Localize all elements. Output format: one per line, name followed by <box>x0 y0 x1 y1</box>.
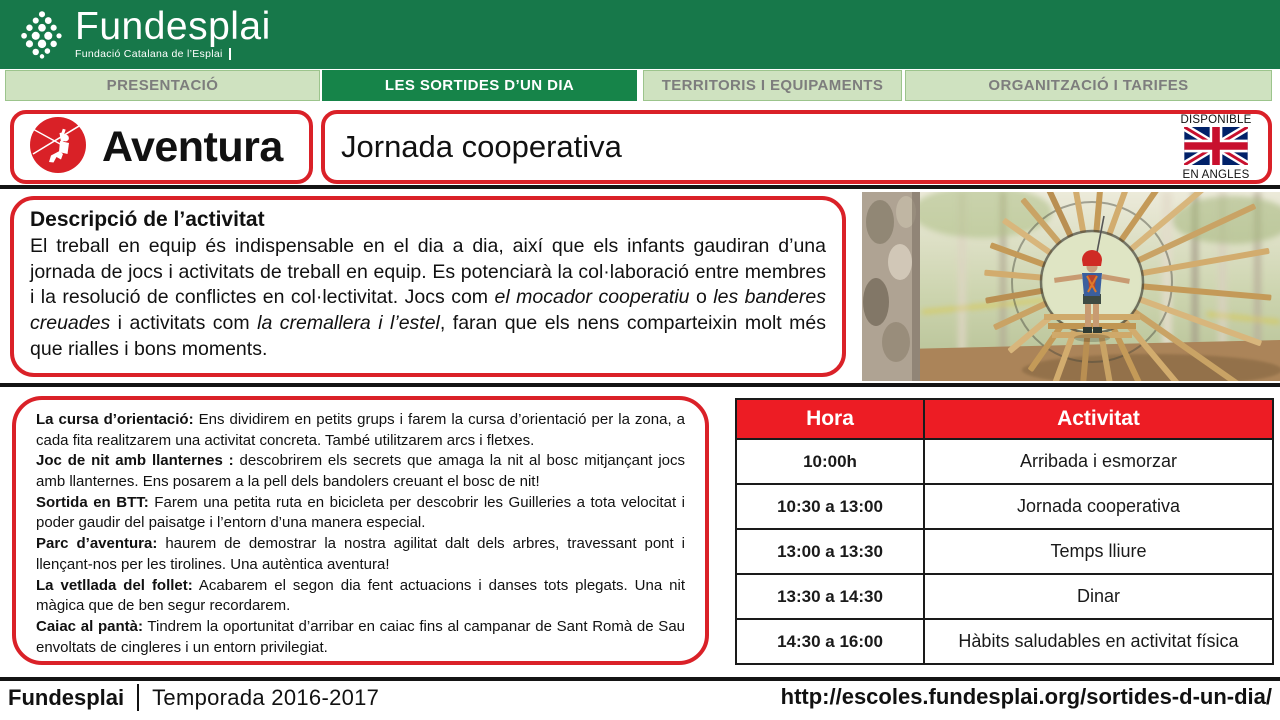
tab-les-sortides-dun-dia[interactable]: LES SORTIDES D’UN DIA <box>322 70 637 101</box>
activities-box <box>12 396 709 665</box>
tab-territoris-i-equipaments[interactable]: TERRITORIS I EQUIPAMENTS <box>643 70 902 101</box>
schedule-table <box>735 398 1274 665</box>
uk-flag-icon <box>1184 127 1248 170</box>
footer-separator <box>137 684 139 711</box>
description-paragraph: El treball en equip és indispensable en el dia a dia, així que els infants gaudiran d’una jornada de jocs i activitats de treball en equip. Es potenciarà la col·laboració entre membres i la resolució de conflictes en col·lectivitat. Jocs com el mocador cooperatiu o les banderes creuades i activitats com la cremallera i l’estel, faran que els nens comparteixin molt més que rialles i bons moments. <box>30 235 826 360</box>
schedule-header-row <box>736 399 1273 439</box>
activity-title: Jornada cooperativa <box>341 129 622 164</box>
schedule-activitat: Jornada cooperativa <box>924 484 1273 529</box>
table-row <box>736 574 1273 619</box>
activity-item: La vetllada del follet: Acabarem el segon dia fent actuacions i danses tots plegats. Una nit màgica que de ben segur recordarem. <box>36 576 685 615</box>
table-row <box>736 619 1273 664</box>
table-row <box>736 484 1273 529</box>
activity-title-box <box>321 110 1272 184</box>
table-row <box>736 439 1273 484</box>
activity-item: Joc de nit amb llanternes : descobrirem els secrets que amaga la nit al bosc mitjançant jocs amb llanternes. Ens posarem a la pell dels bandolers creuant el bosc de nit! <box>36 452 686 491</box>
footer-rule <box>0 677 1280 681</box>
zipline-person-icon <box>30 117 86 178</box>
description-heading: Descripció de l’activitat <box>30 208 265 231</box>
activity-item: Caiac al pantà: Tindrem la oportunitat d’arribar en caiac fins al campanar de Sant Romà de Sau envoltats de cingleres i un entorn privilegiat. <box>36 617 685 656</box>
tab-organitzacio-i-tarifes[interactable]: ORGANITZACIÓ I TARIFES <box>905 70 1272 101</box>
schedule-header-hora: Hora <box>736 399 924 439</box>
schedule-hora: 10:30 a 13:00 <box>736 484 924 529</box>
schedule-hora: 13:30 a 14:30 <box>736 574 924 619</box>
logo-subtitle: Fundació Catalana de l’Esplai <box>75 48 231 60</box>
schedule-activitat: Arribada i esmorzar <box>924 439 1273 484</box>
table-row <box>736 529 1273 574</box>
header-banner <box>0 0 1280 69</box>
activity-photo <box>862 192 1280 381</box>
schedule-hora: 10:00h <box>736 439 924 484</box>
footer-season: Temporada 2016-2017 <box>152 684 380 710</box>
divider-rule-top <box>0 185 1280 189</box>
category-label: Aventura <box>102 122 283 171</box>
description-box <box>10 196 846 377</box>
badge-line-bottom: EN ANGLES <box>1182 168 1250 181</box>
schedule-hora: 14:30 a 16:00 <box>736 619 924 664</box>
activity-item: Sortida en BTT: Farem una petita ruta en bicicleta per descobrir les Guilleries a tota velocitat i poder gaudir del paisatge i l’entorn d’una manera especial. <box>36 493 685 532</box>
schedule-activitat: Temps lliure <box>924 529 1273 574</box>
logo-name: Fundesplai <box>75 5 271 48</box>
tab-presentacio[interactable]: PRESENTACIÓ <box>5 70 320 101</box>
divider-rule-middle <box>0 383 1280 387</box>
schedule-header-activitat: Activitat <box>924 399 1273 439</box>
schedule-hora: 13:00 a 13:30 <box>736 529 924 574</box>
activity-item: Parc d’aventura: haurem de demostrar la nostra agilitat dalt dels arbres, travessant pont i llençant-nos per les tirolines. Una autèntica aventura! <box>36 535 685 573</box>
english-available-badge <box>1170 115 1262 179</box>
footer-brand: Fundesplai <box>8 684 125 710</box>
schedule-activitat: Hàbits saludables en activitat física <box>924 619 1273 664</box>
schedule-activitat: Dinar <box>924 574 1273 619</box>
activity-item: La cursa d’orientació: Ens dividirem en petits grups i farem la cursa d’orientació per la zona, a cada fita realitzarem una activitat concreta. També utilitzarem arcs i fletxes. <box>36 411 685 449</box>
footer-url[interactable]: http://escoles.fundesplai.org/sortides-d-un-dia/ <box>780 684 1272 709</box>
fundesplai-logo <box>16 7 271 66</box>
footer-left <box>8 684 379 711</box>
tree-drops-icon <box>16 7 68 66</box>
badge-line-top: DISPONIBLE <box>1180 114 1252 126</box>
category-box <box>10 110 313 184</box>
